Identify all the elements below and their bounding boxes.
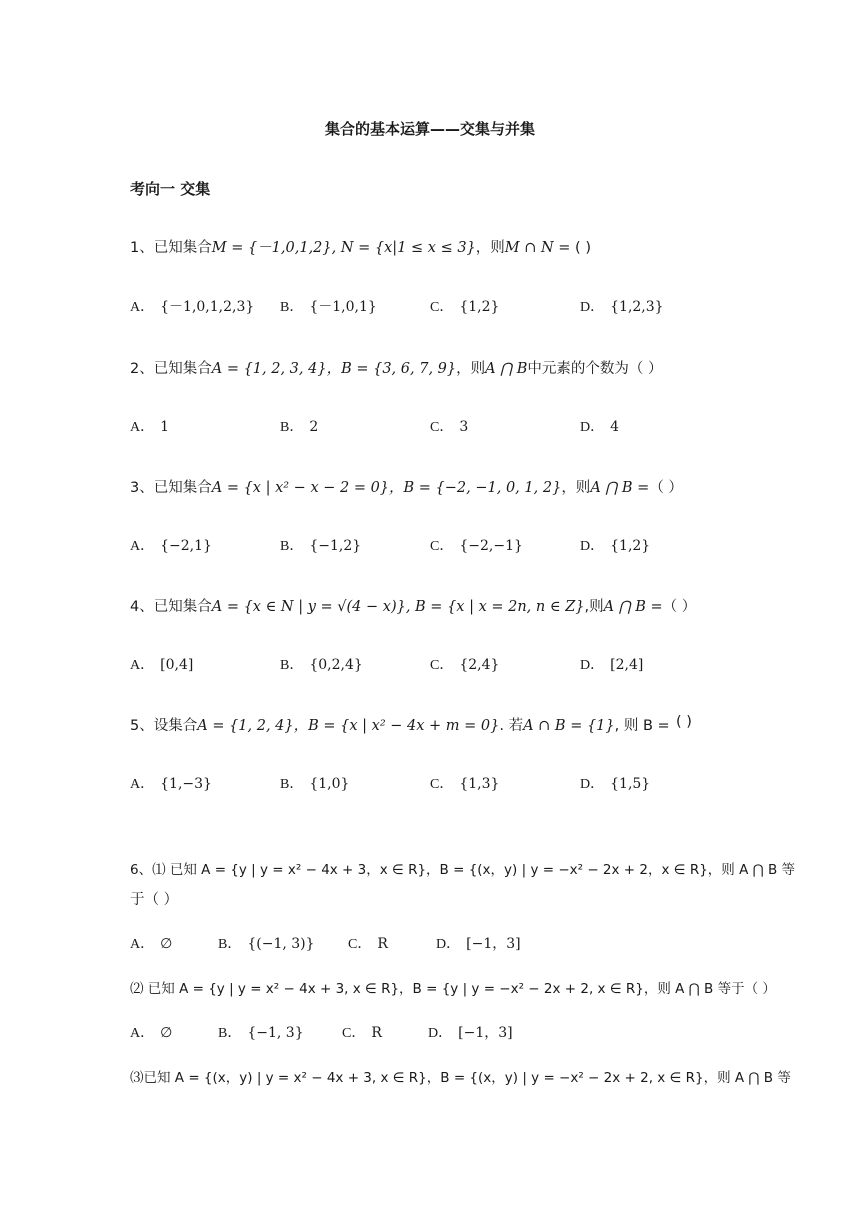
question-2-stem — [130, 357, 662, 378]
question-6-part-3: ⑶已知 A = {(x，y) | y = x² − 4x + 3, x ∈ R}，B = {(x，y) | y = −x² − 2x + 2, x ∈ R}，则 A ⋂ B 等 — [130, 1070, 791, 1086]
option-value: {－1,0,1,2,3} — [160, 299, 255, 315]
option-c — [348, 933, 388, 953]
option-value: 3 — [459, 419, 469, 435]
option-value: 2 — [309, 419, 319, 435]
document-title: 集合的基本运算——交集与并集 — [324, 120, 535, 138]
option-value: {1,3} — [459, 776, 500, 792]
option-a — [130, 416, 169, 436]
question-4-stem — [130, 595, 696, 616]
question-math: A = {x | x² − x − 2 = 0}，B = {−2, −1, 0, 1, 2} — [211, 480, 562, 496]
option-value: 4 — [610, 419, 620, 435]
option-value: {−1, 3} — [247, 1025, 304, 1041]
option-label: D． — [580, 420, 605, 435]
question-math: A = {1, 2, 4}，B = {x | x² − 4x + m = 0} — [197, 718, 500, 734]
option-b — [218, 1022, 304, 1042]
question-text: （ ） — [649, 480, 683, 496]
option-value: {1,0} — [309, 776, 350, 792]
option-label: B． — [280, 658, 304, 673]
question-math: A ⋂ B = — [590, 480, 650, 496]
question-math: M = {－1,0,1,2}, N = {x|1 ≤ x ≤ 3} — [211, 240, 476, 256]
option-value: {2,4} — [459, 657, 500, 673]
option-label: A． — [130, 777, 155, 792]
option-value: {(−1, 3)} — [247, 936, 315, 952]
option-a — [130, 654, 193, 674]
option-value: [−1，3] — [466, 936, 521, 952]
option-value: {1,2} — [610, 538, 651, 554]
option-value: [−1，3] — [458, 1025, 513, 1041]
option-label: B． — [280, 420, 304, 435]
option-label: D． — [580, 658, 605, 673]
option-value: 1 — [160, 419, 170, 435]
option-value: ∅ — [160, 1025, 173, 1041]
option-label: D． — [436, 937, 461, 952]
option-d — [580, 296, 664, 316]
option-d — [580, 654, 643, 674]
option-label: A． — [130, 937, 155, 952]
option-value: ∅ — [160, 936, 173, 952]
option-value: [0,4] — [160, 657, 194, 673]
option-d — [436, 933, 521, 953]
option-label: C． — [430, 420, 454, 435]
option-b — [280, 416, 318, 436]
option-label: A． — [130, 1026, 155, 1041]
option-label: C． — [430, 658, 454, 673]
option-label: C． — [342, 1026, 366, 1041]
question-text: 4、已知集合 — [130, 599, 212, 615]
option-label: B． — [280, 300, 304, 315]
option-value: {0,2,4} — [309, 657, 363, 673]
option-a — [130, 1022, 172, 1042]
option-value: R — [377, 936, 388, 952]
option-label: D． — [580, 300, 605, 315]
option-label: B． — [280, 539, 304, 554]
question-math: A ⋂ B = — [603, 599, 663, 615]
option-value: {1,2,3} — [610, 299, 664, 315]
question-6-part-1-line-1: 6、⑴ 已知 A = {y | y = x² − 4x + 3，x ∈ R}，B = {(x，y) | y = −x² − 2x + 2，x ∈ R}，则 A ⋂ B 等 — [130, 862, 796, 878]
option-c — [342, 1022, 382, 1042]
question-text: （ ） — [662, 599, 697, 615]
option-b — [280, 654, 363, 674]
option-d — [580, 535, 650, 555]
option-c — [430, 416, 468, 436]
option-b — [280, 535, 361, 555]
answer-blank: ( ) — [570, 240, 591, 256]
question-text: ，则 — [456, 361, 486, 377]
option-b — [218, 933, 315, 953]
option-d — [580, 416, 619, 436]
question-text: 2、已知集合 — [130, 361, 212, 377]
option-label: A． — [130, 539, 155, 554]
option-label: B． — [218, 937, 242, 952]
option-value: {1,2} — [459, 299, 500, 315]
option-label: B． — [280, 777, 304, 792]
option-d — [428, 1022, 513, 1042]
question-text: , 则 B = — [614, 718, 670, 734]
option-c — [430, 296, 499, 316]
option-a — [130, 773, 212, 793]
option-value: [2,4] — [610, 657, 644, 673]
question-text: 中元素的个数为（ ） — [527, 361, 663, 377]
option-c — [430, 654, 499, 674]
option-value: {−1,2} — [309, 538, 362, 554]
question-math: M ∩ N = — [504, 240, 571, 256]
option-b — [280, 773, 349, 793]
question-text: . 若 — [499, 718, 524, 734]
section-heading: 考向一 交集 — [130, 180, 211, 198]
option-label: D． — [580, 777, 605, 792]
option-value: {−2,1} — [160, 538, 212, 554]
question-1-stem — [130, 236, 591, 257]
question-math: A = {x ∈ N | y = √(4 − x)}, B = {x | x = 2n, n ∈ Z} — [211, 599, 585, 615]
option-label: A． — [130, 300, 155, 315]
option-label: C． — [348, 937, 372, 952]
option-label: D． — [580, 539, 605, 554]
question-text: 5、设集合 — [130, 718, 198, 734]
option-label: C． — [430, 539, 454, 554]
question-6-part-1-line-2: 于（ ） — [130, 892, 179, 908]
option-value: R — [371, 1025, 382, 1041]
option-value: {1,−3} — [160, 776, 212, 792]
option-label: B． — [218, 1026, 242, 1041]
question-math: A ⋂ B — [485, 361, 528, 377]
option-a — [130, 535, 212, 555]
option-c — [430, 535, 523, 555]
question-math: A ∩ B = {1} — [523, 718, 615, 734]
option-value: {1,5} — [610, 776, 651, 792]
question-3-stem — [130, 476, 683, 497]
question-5-stem — [130, 714, 670, 735]
question-text: ，则 — [475, 240, 505, 256]
option-b — [280, 296, 377, 316]
option-value: {－1,0,1} — [309, 299, 377, 315]
option-label: A． — [130, 658, 155, 673]
question-6-part-2: ⑵ 已知 A = {y | y = x² − 4x + 3, x ∈ R}，B = {y | y = −x² − 2x + 2, x ∈ R}，则 A ⋂ B 等于（ ） — [130, 981, 776, 997]
option-a — [130, 933, 172, 953]
option-c — [430, 773, 499, 793]
option-value: {−2,−1} — [459, 538, 523, 554]
option-d — [580, 773, 650, 793]
question-text: 1、已知集合 — [130, 240, 212, 256]
option-label: A． — [130, 420, 155, 435]
question-math: A = {1, 2, 3, 4}，B = {3, 6, 7, 9} — [211, 361, 457, 377]
question-text: ，则 — [561, 480, 591, 496]
option-label: D． — [428, 1026, 453, 1041]
option-label: C． — [430, 777, 454, 792]
question-text: 3、已知集合 — [130, 480, 212, 496]
option-a — [130, 296, 254, 316]
answer-blank: ( ) — [676, 714, 692, 730]
question-text: ,则 — [584, 599, 604, 615]
option-label: C． — [430, 300, 454, 315]
